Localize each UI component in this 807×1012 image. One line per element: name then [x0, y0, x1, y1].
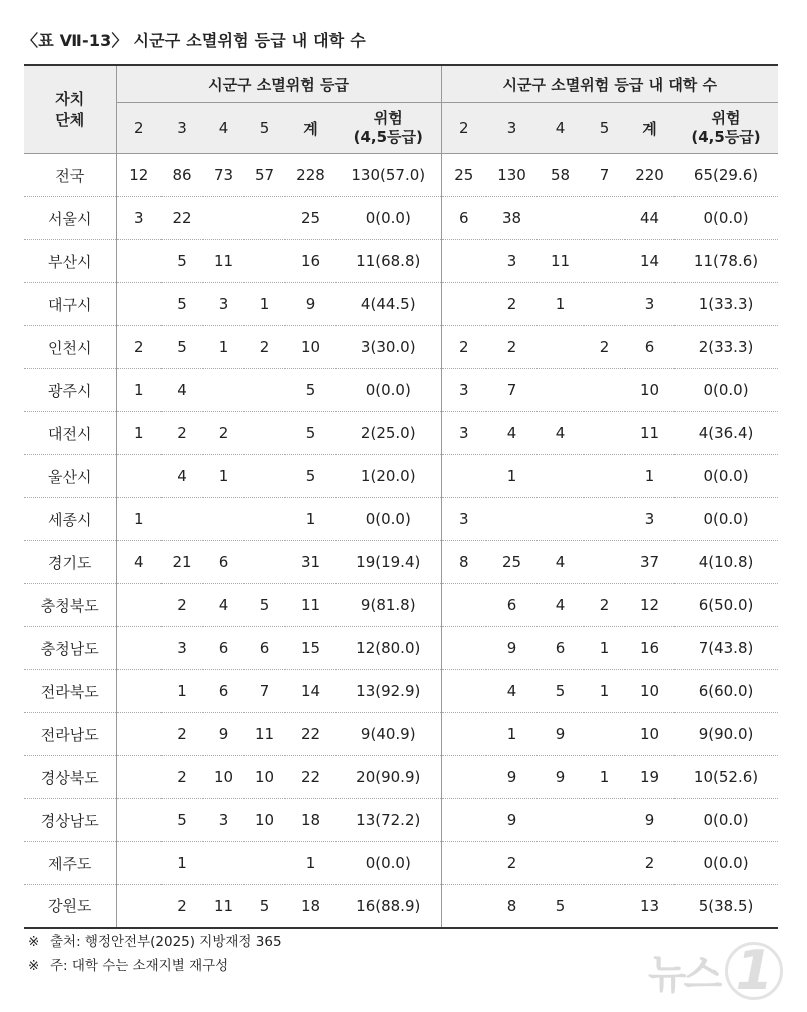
cell-grade-risk: 4(44.5)	[336, 283, 441, 326]
cell-univ-total: 11	[625, 412, 674, 455]
cell-univ-count	[537, 842, 584, 885]
cell-grade-total: 228	[285, 154, 336, 197]
cell-grade-count: 1	[116, 412, 161, 455]
cell-grade-count: 10	[203, 756, 244, 799]
cell-univ-count: 3	[486, 240, 537, 283]
cell-univ-count	[441, 842, 486, 885]
row-region: 부산시	[24, 240, 116, 283]
cell-grade-risk: 3(30.0)	[336, 326, 441, 369]
cell-univ-total: 37	[625, 541, 674, 584]
row-region: 울산시	[24, 455, 116, 498]
cell-grade-total: 18	[285, 799, 336, 842]
table-row	[24, 799, 778, 842]
cell-grade-count	[116, 584, 161, 627]
cell-univ-count: 2	[584, 584, 625, 627]
cell-grade-count: 5	[161, 283, 203, 326]
row-region: 전국	[24, 154, 116, 197]
cell-grade-risk: 12(80.0)	[336, 627, 441, 670]
cell-grade-count: 3	[161, 627, 203, 670]
cell-univ-count	[584, 369, 625, 412]
cell-univ-count: 1	[486, 713, 537, 756]
cell-univ-count: 130	[486, 154, 537, 197]
cell-grade-count: 3	[203, 283, 244, 326]
cell-univ-risk: 7(43.8)	[674, 627, 778, 670]
cell-univ-risk: 0(0.0)	[674, 369, 778, 412]
cell-grade-count	[116, 799, 161, 842]
cell-grade-count	[116, 713, 161, 756]
cell-grade-count: 1	[203, 326, 244, 369]
cell-univ-count	[441, 756, 486, 799]
cell-grade-count	[116, 240, 161, 283]
cell-univ-count	[584, 799, 625, 842]
cell-univ-count: 1	[584, 670, 625, 713]
cell-univ-total: 44	[625, 197, 674, 240]
cell-grade-count: 10	[244, 756, 285, 799]
cell-univ-count	[441, 670, 486, 713]
cell-grade-count: 6	[203, 541, 244, 584]
cell-grade-count: 2	[161, 885, 203, 928]
cell-grade-risk: 0(0.0)	[336, 197, 441, 240]
cell-univ-count: 5	[537, 885, 584, 928]
cell-univ-risk: 0(0.0)	[674, 455, 778, 498]
table-row	[24, 369, 778, 412]
cell-univ-total: 10	[625, 713, 674, 756]
cell-grade-risk: 130(57.0)	[336, 154, 441, 197]
col-header-univ-total: 계	[625, 103, 674, 154]
cell-univ-count	[486, 498, 537, 541]
col-header-univ-grade-5: 5	[584, 103, 625, 154]
cell-univ-risk: 6(60.0)	[674, 670, 778, 713]
cell-grade-count	[116, 670, 161, 713]
cell-univ-count: 2	[584, 326, 625, 369]
cell-univ-count	[584, 283, 625, 326]
cell-grade-count: 5	[244, 885, 285, 928]
cell-grade-count: 2	[161, 412, 203, 455]
cell-univ-total: 6	[625, 326, 674, 369]
cell-univ-count: 9	[486, 756, 537, 799]
region-header-label: 자치 단체	[55, 89, 85, 129]
cell-grade-count: 11	[244, 713, 285, 756]
col-header-univ-grade-3: 3	[486, 103, 537, 154]
cell-grade-count: 11	[203, 885, 244, 928]
cell-grade-count	[116, 627, 161, 670]
cell-univ-risk: 2(33.3)	[674, 326, 778, 369]
cell-grade-count: 2	[116, 326, 161, 369]
cell-grade-count: 12	[116, 154, 161, 197]
cell-grade-count	[116, 455, 161, 498]
cell-grade-total: 14	[285, 670, 336, 713]
cell-grade-count: 2	[244, 326, 285, 369]
cell-grade-count: 6	[203, 670, 244, 713]
cell-univ-risk: 11(78.6)	[674, 240, 778, 283]
cell-grade-risk: 0(0.0)	[336, 369, 441, 412]
cell-grade-count: 22	[161, 197, 203, 240]
cell-grade-count	[244, 842, 285, 885]
news1-watermark-logo	[648, 940, 788, 1002]
cell-grade-risk: 9(40.9)	[336, 713, 441, 756]
cell-grade-total: 1	[285, 498, 336, 541]
cell-univ-count: 4	[486, 670, 537, 713]
cell-grade-count: 5	[244, 584, 285, 627]
cell-grade-count: 4	[203, 584, 244, 627]
cell-univ-count	[537, 369, 584, 412]
cell-grade-count	[244, 369, 285, 412]
cell-univ-count: 2	[486, 842, 537, 885]
cell-univ-count: 6	[441, 197, 486, 240]
watermark-mark: 1	[725, 942, 783, 1000]
cell-grade-count: 5	[161, 326, 203, 369]
cell-univ-risk: 4(36.4)	[674, 412, 778, 455]
cell-grade-count: 57	[244, 154, 285, 197]
cell-univ-total: 3	[625, 498, 674, 541]
cell-univ-count	[441, 799, 486, 842]
cell-univ-count: 4	[486, 412, 537, 455]
table-row	[24, 412, 778, 455]
cell-univ-count: 11	[537, 240, 584, 283]
row-region: 경상남도	[24, 799, 116, 842]
cell-univ-total: 9	[625, 799, 674, 842]
cell-univ-count: 2	[441, 326, 486, 369]
cell-grade-count: 6	[203, 627, 244, 670]
group-header-university: 시군구 소멸위험 등급 내 대학 수	[441, 65, 778, 103]
cell-univ-count	[441, 283, 486, 326]
cell-univ-risk: 6(50.0)	[674, 584, 778, 627]
cell-grade-risk: 9(81.8)	[336, 584, 441, 627]
data-table	[24, 64, 778, 929]
cell-univ-count	[441, 627, 486, 670]
cell-univ-count	[584, 498, 625, 541]
region-column-header	[24, 65, 116, 154]
cell-univ-count	[537, 197, 584, 240]
row-region: 전라북도	[24, 670, 116, 713]
cell-grade-count: 7	[244, 670, 285, 713]
cell-univ-risk: 0(0.0)	[674, 498, 778, 541]
cell-grade-count: 2	[161, 584, 203, 627]
cell-univ-count	[584, 412, 625, 455]
univ-risk-label-line2: (4,5등급)	[691, 128, 761, 146]
cell-univ-count: 4	[537, 584, 584, 627]
cell-univ-count: 3	[441, 412, 486, 455]
cell-univ-total: 12	[625, 584, 674, 627]
table-row	[24, 240, 778, 283]
row-region: 전라남도	[24, 713, 116, 756]
risk-label-line1: 위험	[373, 109, 403, 127]
cell-univ-count: 9	[537, 713, 584, 756]
cell-univ-count	[584, 455, 625, 498]
cell-grade-total: 31	[285, 541, 336, 584]
cell-grade-count	[116, 756, 161, 799]
footnote-note	[28, 954, 282, 978]
table-row	[24, 326, 778, 369]
col-header-risk	[336, 103, 441, 154]
table-title: 〈표 Ⅶ-13〉 시군구 소멸위험 등급 내 대학 수	[22, 31, 366, 50]
cell-grade-count: 6	[244, 627, 285, 670]
row-region: 경기도	[24, 541, 116, 584]
cell-univ-risk: 65(29.6)	[674, 154, 778, 197]
cell-grade-total: 25	[285, 197, 336, 240]
cell-grade-count	[203, 197, 244, 240]
cell-grade-count: 9	[203, 713, 244, 756]
col-header-univ-grade-2: 2	[441, 103, 486, 154]
cell-univ-count	[584, 197, 625, 240]
cell-grade-count: 1	[161, 670, 203, 713]
cell-grade-total: 5	[285, 412, 336, 455]
cell-univ-risk: 0(0.0)	[674, 197, 778, 240]
cell-grade-total: 10	[285, 326, 336, 369]
cell-grade-total: 11	[285, 584, 336, 627]
cell-univ-count: 8	[441, 541, 486, 584]
table-row	[24, 498, 778, 541]
cell-univ-risk: 0(0.0)	[674, 799, 778, 842]
cell-grade-total: 9	[285, 283, 336, 326]
cell-grade-risk: 2(25.0)	[336, 412, 441, 455]
table-row	[24, 283, 778, 326]
cell-univ-total: 16	[625, 627, 674, 670]
cell-grade-count: 3	[203, 799, 244, 842]
footnote-text: 출처: 행정안전부(2025) 지방재정 365	[50, 934, 282, 950]
cell-grade-count: 2	[161, 756, 203, 799]
table-row	[24, 670, 778, 713]
cell-univ-count	[441, 455, 486, 498]
cell-univ-count: 1	[584, 627, 625, 670]
cell-univ-count: 5	[537, 670, 584, 713]
table-row	[24, 756, 778, 799]
cell-univ-count: 4	[537, 541, 584, 584]
cell-univ-count: 9	[537, 756, 584, 799]
cell-univ-count	[584, 842, 625, 885]
univ-risk-label-line1: 위험	[711, 109, 741, 127]
cell-univ-count: 38	[486, 197, 537, 240]
cell-univ-count: 7	[584, 154, 625, 197]
cell-univ-count	[584, 713, 625, 756]
col-header-univ-risk	[674, 103, 778, 154]
cell-grade-risk: 1(20.0)	[336, 455, 441, 498]
cell-univ-total: 14	[625, 240, 674, 283]
cell-grade-count	[116, 283, 161, 326]
cell-univ-count	[537, 799, 584, 842]
cell-univ-count: 58	[537, 154, 584, 197]
cell-grade-risk: 13(72.2)	[336, 799, 441, 842]
cell-grade-count: 1	[116, 498, 161, 541]
cell-univ-count: 9	[486, 799, 537, 842]
cell-univ-count: 1	[486, 455, 537, 498]
col-header-grade-2: 2	[116, 103, 161, 154]
cell-grade-count: 73	[203, 154, 244, 197]
cell-grade-total: 5	[285, 369, 336, 412]
row-region: 대전시	[24, 412, 116, 455]
cell-grade-count: 2	[203, 412, 244, 455]
footnote-mark: ※	[28, 934, 40, 950]
row-region: 강원도	[24, 885, 116, 928]
cell-grade-count: 1	[161, 842, 203, 885]
cell-univ-total: 13	[625, 885, 674, 928]
row-region: 세종시	[24, 498, 116, 541]
cell-grade-count: 86	[161, 154, 203, 197]
cell-grade-count	[244, 498, 285, 541]
cell-univ-count: 25	[486, 541, 537, 584]
cell-grade-risk: 0(0.0)	[336, 842, 441, 885]
watermark-text: 뉴스	[648, 951, 720, 998]
table-row	[24, 885, 778, 928]
cell-grade-risk: 11(68.8)	[336, 240, 441, 283]
cell-grade-count	[244, 240, 285, 283]
table-row	[24, 154, 778, 197]
cell-grade-count: 11	[203, 240, 244, 283]
table-body	[24, 154, 778, 928]
cell-univ-count	[537, 498, 584, 541]
cell-univ-count	[584, 240, 625, 283]
cell-univ-count: 2	[486, 283, 537, 326]
col-header-grade-4: 4	[203, 103, 244, 154]
table-row	[24, 842, 778, 885]
table-row	[24, 713, 778, 756]
cell-grade-count: 1	[203, 455, 244, 498]
row-region: 경상북도	[24, 756, 116, 799]
cell-univ-risk: 4(10.8)	[674, 541, 778, 584]
cell-grade-risk: 19(19.4)	[336, 541, 441, 584]
risk-label-line2: (4,5등급)	[353, 128, 423, 146]
cell-univ-total: 1	[625, 455, 674, 498]
cell-grade-count	[244, 197, 285, 240]
table-row	[24, 541, 778, 584]
cell-grade-total: 16	[285, 240, 336, 283]
col-header-grade-3: 3	[161, 103, 203, 154]
cell-univ-count: 3	[441, 498, 486, 541]
cell-univ-count: 1	[537, 283, 584, 326]
cell-univ-count	[441, 713, 486, 756]
table-row	[24, 197, 778, 240]
cell-univ-risk: 1(33.3)	[674, 283, 778, 326]
cell-grade-count	[244, 412, 285, 455]
cell-grade-total: 5	[285, 455, 336, 498]
cell-univ-count: 7	[486, 369, 537, 412]
cell-grade-risk: 16(88.9)	[336, 885, 441, 928]
row-region: 충청남도	[24, 627, 116, 670]
cell-grade-count: 1	[244, 283, 285, 326]
row-region: 대구시	[24, 283, 116, 326]
cell-grade-count: 1	[116, 369, 161, 412]
cell-grade-count	[116, 885, 161, 928]
cell-grade-risk: 20(90.9)	[336, 756, 441, 799]
cell-grade-count	[244, 455, 285, 498]
cell-grade-count: 4	[161, 455, 203, 498]
cell-grade-count	[116, 842, 161, 885]
cell-grade-count: 21	[161, 541, 203, 584]
cell-univ-count	[537, 326, 584, 369]
cell-grade-count: 5	[161, 799, 203, 842]
col-header-total: 계	[285, 103, 336, 154]
cell-grade-risk: 0(0.0)	[336, 498, 441, 541]
cell-univ-count: 6	[537, 627, 584, 670]
cell-grade-count: 5	[161, 240, 203, 283]
cell-univ-risk: 5(38.5)	[674, 885, 778, 928]
row-region: 서울시	[24, 197, 116, 240]
group-header-grade: 시군구 소멸위험 등급	[116, 65, 441, 103]
table-row	[24, 455, 778, 498]
cell-univ-total: 10	[625, 369, 674, 412]
cell-univ-risk: 10(52.6)	[674, 756, 778, 799]
cell-univ-total: 3	[625, 283, 674, 326]
table-row	[24, 584, 778, 627]
cell-univ-risk: 0(0.0)	[674, 842, 778, 885]
row-region: 제주도	[24, 842, 116, 885]
cell-grade-total: 15	[285, 627, 336, 670]
footnote-mark: ※	[28, 958, 40, 974]
cell-grade-risk: 13(92.9)	[336, 670, 441, 713]
footnote-source	[28, 930, 282, 954]
cell-grade-count	[203, 842, 244, 885]
cell-univ-count: 3	[441, 369, 486, 412]
cell-univ-total: 10	[625, 670, 674, 713]
cell-univ-count: 1	[584, 756, 625, 799]
cell-univ-count	[441, 240, 486, 283]
cell-grade-count: 4	[161, 369, 203, 412]
cell-univ-count	[584, 885, 625, 928]
cell-univ-count: 4	[537, 412, 584, 455]
col-header-grade-5: 5	[244, 103, 285, 154]
cell-grade-count	[244, 541, 285, 584]
cell-grade-count: 3	[116, 197, 161, 240]
cell-univ-count: 9	[486, 627, 537, 670]
cell-univ-count: 6	[486, 584, 537, 627]
table-row	[24, 627, 778, 670]
footnote-text: 주: 대학 수는 소재지별 재구성	[50, 958, 229, 974]
cell-grade-count: 2	[161, 713, 203, 756]
row-region: 충청북도	[24, 584, 116, 627]
cell-univ-count	[584, 541, 625, 584]
cell-grade-count: 10	[244, 799, 285, 842]
footnotes	[28, 930, 282, 978]
row-region: 광주시	[24, 369, 116, 412]
cell-univ-total: 19	[625, 756, 674, 799]
cell-grade-count: 4	[116, 541, 161, 584]
row-region: 인천시	[24, 326, 116, 369]
cell-grade-total: 1	[285, 842, 336, 885]
cell-univ-total: 2	[625, 842, 674, 885]
cell-grade-count	[203, 369, 244, 412]
cell-univ-count	[441, 584, 486, 627]
cell-grade-count	[203, 498, 244, 541]
cell-univ-count	[537, 455, 584, 498]
col-header-univ-grade-4: 4	[537, 103, 584, 154]
cell-grade-total: 18	[285, 885, 336, 928]
cell-univ-count: 25	[441, 154, 486, 197]
cell-univ-count: 2	[486, 326, 537, 369]
cell-univ-total: 220	[625, 154, 674, 197]
cell-univ-count: 8	[486, 885, 537, 928]
cell-univ-risk: 9(90.0)	[674, 713, 778, 756]
cell-grade-total: 22	[285, 713, 336, 756]
cell-univ-count	[441, 885, 486, 928]
cell-grade-count	[161, 498, 203, 541]
cell-grade-total: 22	[285, 756, 336, 799]
